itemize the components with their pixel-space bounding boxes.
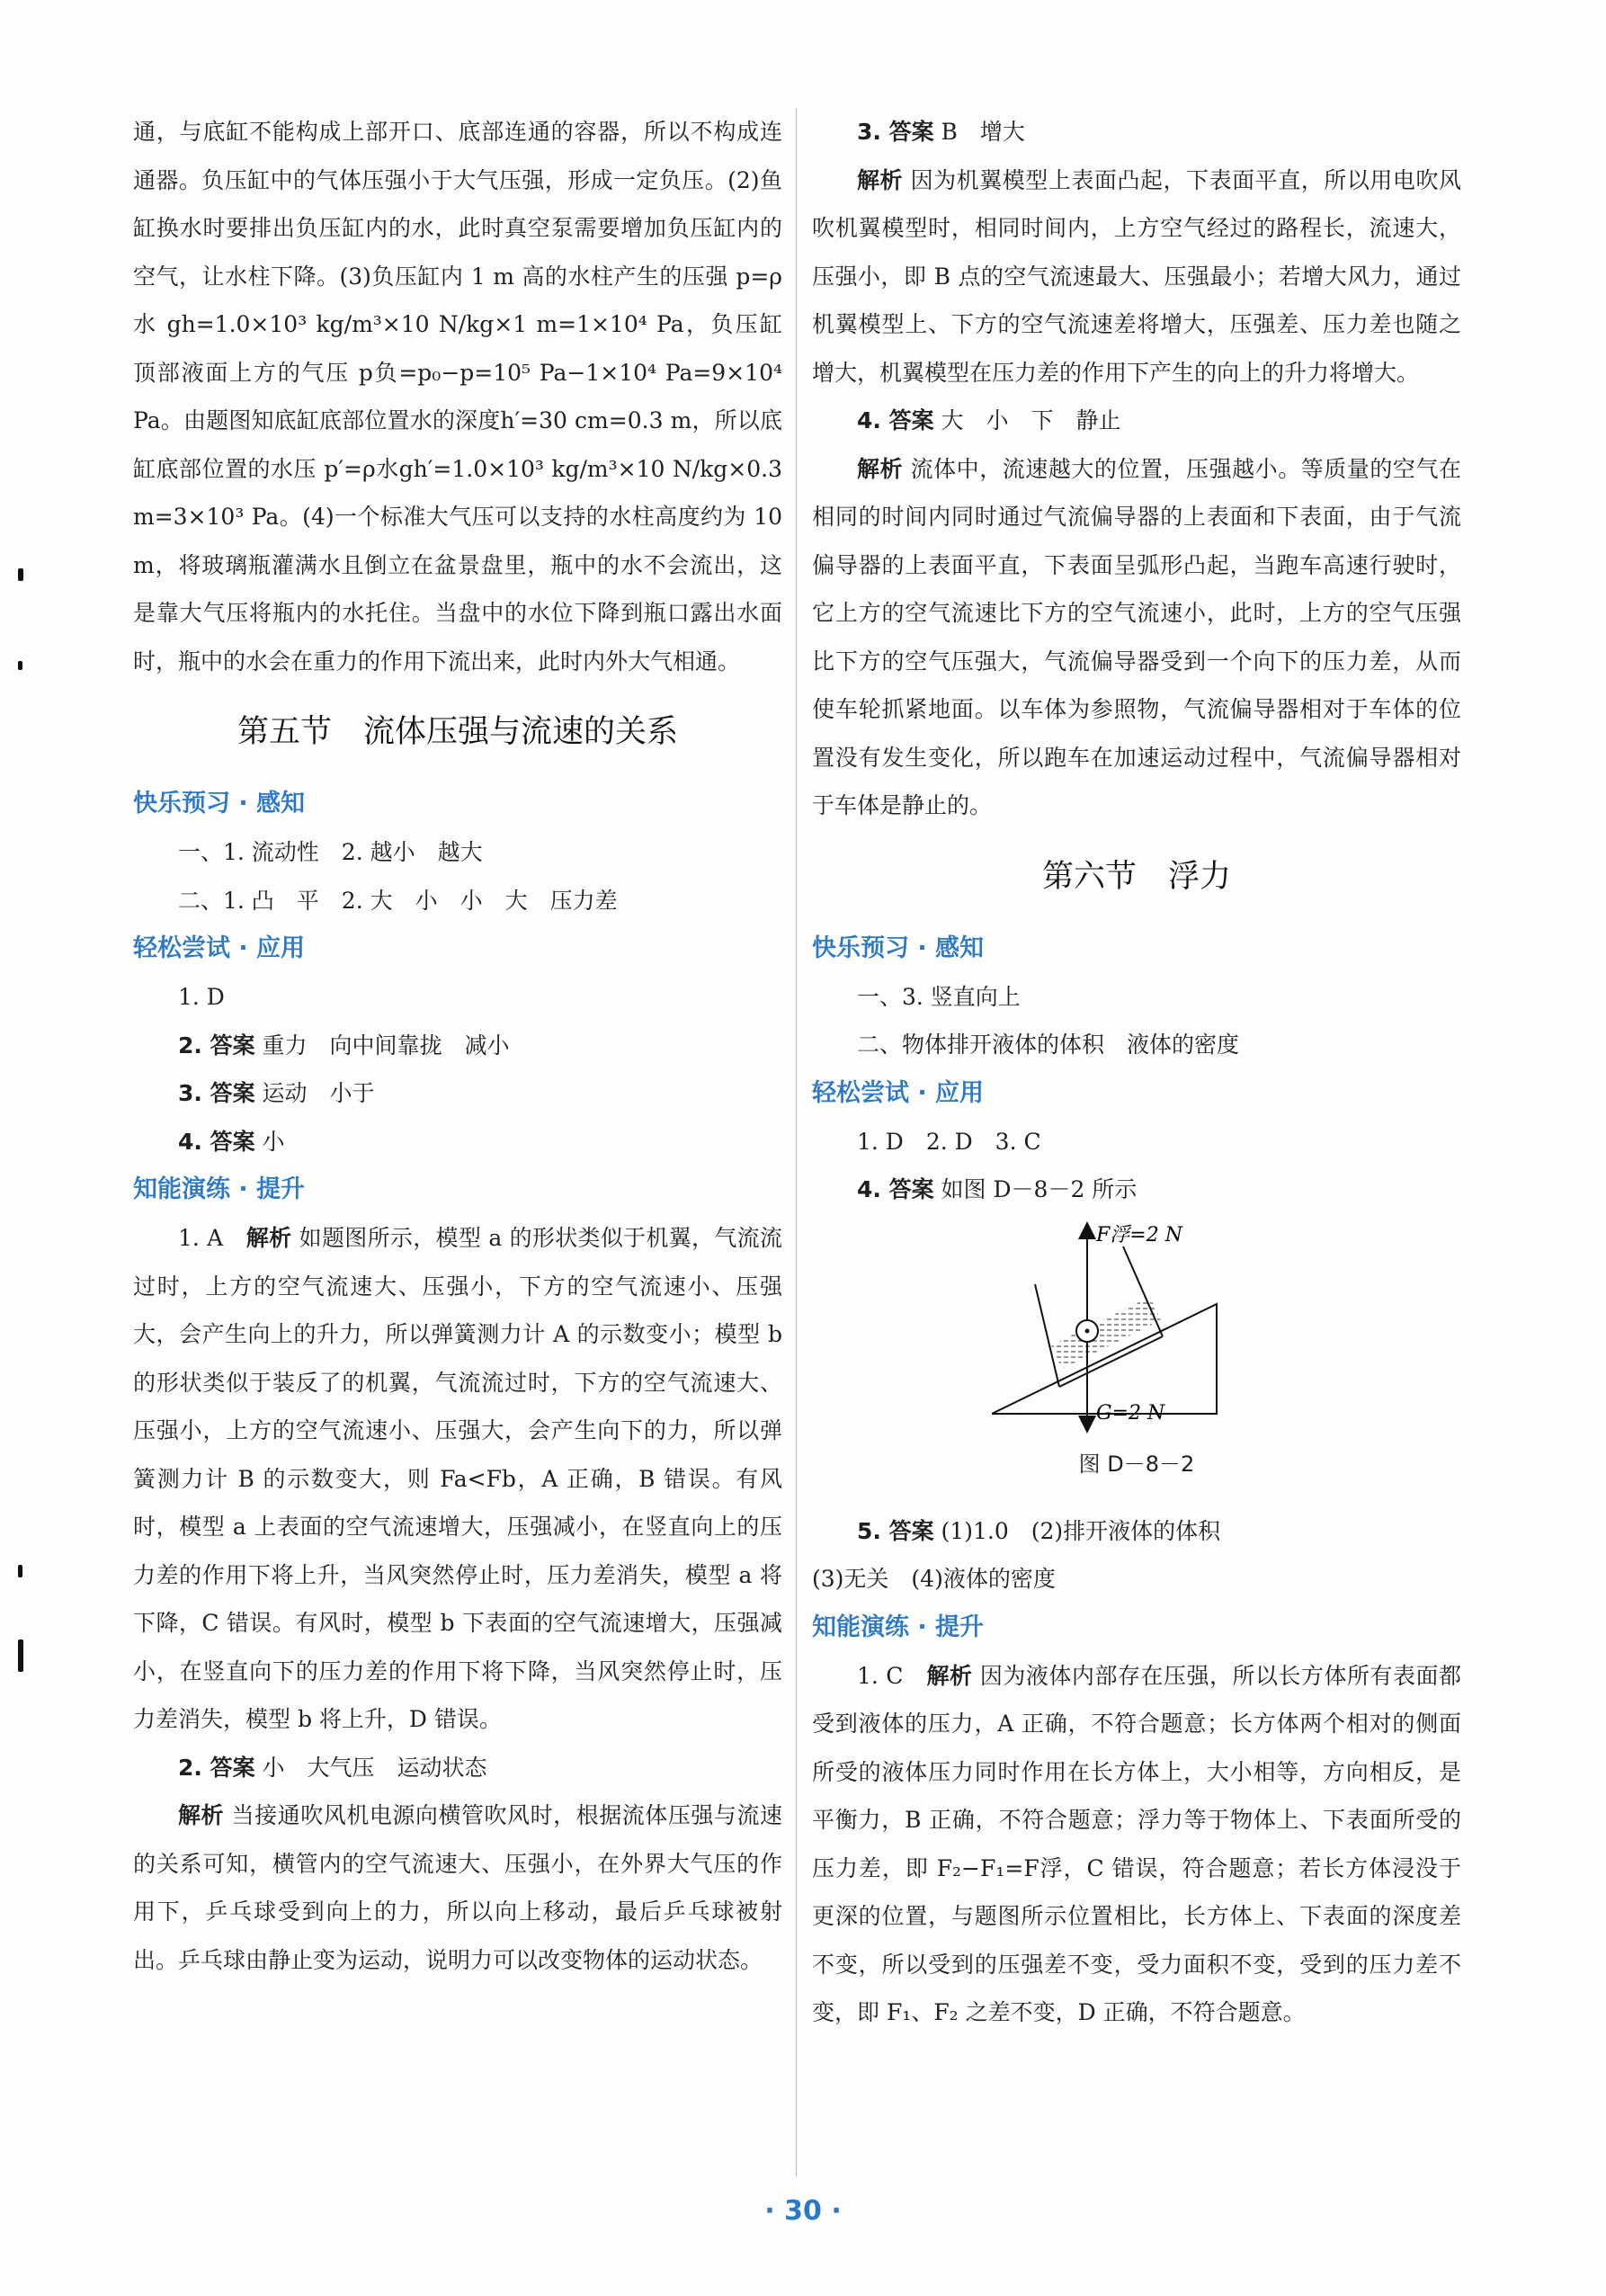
- explanation-paragraph: [133, 1791, 782, 1984]
- answer-line: (3)无关 (4)液体的密度: [812, 1566, 1056, 1592]
- subsection-header: 快乐预习 · 感知: [133, 790, 306, 817]
- figure-caption: 图 D－8－2: [1078, 1451, 1195, 1477]
- answer-line: [812, 1507, 1461, 1556]
- right-column: [812, 108, 1461, 2037]
- subsection-header: 轻松尝试 · 应用: [812, 1078, 985, 1107]
- answer-label: 2. 答案: [178, 1032, 255, 1059]
- answer-text: 如图 D－8－2 所示: [933, 1176, 1138, 1202]
- explanation-paragraph: [812, 445, 1461, 830]
- section-title: 第六节 浮力: [1041, 858, 1231, 895]
- answer-line: 二、物体排开液体的体积 液体的密度: [857, 1032, 1240, 1058]
- answer-line: 二、1. 凸 平 2. 大 小 小 大 压力差: [178, 887, 618, 914]
- buoyancy-label: F浮=2 N: [1096, 1223, 1182, 1246]
- scan-mark: [18, 1565, 22, 1577]
- page-number: · 30 ·: [764, 2195, 842, 2227]
- subsection-header: 轻松尝试 · 应用: [133, 934, 306, 962]
- scan-mark: [18, 1639, 23, 1672]
- ball-center: [1085, 1328, 1090, 1333]
- answer-text: 运动 小于: [254, 1080, 375, 1106]
- answer-line: [133, 1118, 782, 1166]
- explanation-label: 解析: [857, 455, 904, 482]
- answer-label: 4. 答案: [857, 1176, 934, 1202]
- section-title: 第五节 流体压强与流速的关系: [236, 714, 678, 750]
- answer-line: [133, 1744, 782, 1792]
- explanation-text: 流体中，流速越大的位置，压强越小。等质量的空气在相同的时间内同时通过气流偏导器的上表面和下表面，由于气流偏导器的上表面平直，下表面呈弧形凸起，当跑车高速行驶时，它上方的空气流速比下方的空气流速小，此时，上方的空气压强比下方的空气压强大，气流偏导器受到一个向下的压力差，从而使车轮抓紧地面。以车体为参照物，气流偏导器相对于车体的位置没有发生变化，所以跑车在加速运动过程中，气流偏导器相对于车体是静止的。: [812, 455, 1461, 818]
- answer-line: 1. D: [178, 984, 225, 1010]
- subsection-header: 快乐预习 · 感知: [812, 934, 985, 962]
- answer-text: 重力 向中间靠拢 减小: [254, 1032, 510, 1059]
- question-number: 1. A: [178, 1225, 246, 1251]
- explanation-text: 如题图所示，模型 a 的形状类似于机翼，气流流过时，上方的空气流速大、压强小，下方的空气流速小、压强大，会产生向上的升力，所以弹簧测力计 A 的示数变小；模型 b 的形状类似于装反了的机翼，气流流过时，下方的空气流速大、压强小，上方的空气流速小、压强大，会产生向下的力，所以弹簧测力计 B 的示数变大，则 Fa<Fb，A 正确，B 错误。有风时，模型 a 上表面的空气流速增大，压强减小，在竖直向上的压力差的作用下将上升，当风突然停止时，压力差消失，模型 a 将下降，C 错误。有风时，模型 b 下表面的空气流速增大，压强减小，在竖直向下的压力差的作用下将下降，当风突然停止时，压力差消失，模型 b 将上升，D 错误。: [133, 1225, 790, 1732]
- left-column: [133, 108, 790, 1984]
- answer-line: [133, 1022, 782, 1070]
- answer-line: 一、1. 流动性 2. 越小 越大: [178, 839, 483, 865]
- answer-label: 4. 答案: [178, 1128, 255, 1155]
- answer-label: 2. 答案: [178, 1754, 255, 1781]
- explanation-text: 因为机翼模型上表面凸起，下表面平直，所以用电吹风吹机翼模型时，相同时间内，上方空气经过的路程长，流速大，压强小，即 B 点的空气流速最大、压强最小；若增大风力，通过机翼模型上、下方的空气流速差将增大，压强差、压力差也随之增大，机翼模型在压力差的作用下产生的向上的升力将增大。: [812, 166, 1461, 386]
- answer-text: (1)1.0 (2)排开液体的体积: [933, 1517, 1221, 1544]
- answer-label: 3. 答案: [178, 1080, 255, 1106]
- answer-text: B 增大: [933, 119, 1025, 145]
- force-diagram-figure: [812, 1214, 1461, 1439]
- gravity-label: G=2 N: [1096, 1401, 1165, 1425]
- explanation-text: 当接通吹风机电源向横管吹风时，根据流体压强与流速的关系可知，横管内的空气流速大、压强小，在外界大气压的作用下，乒乓球受到向上的力，所以向上移动，最后乒乓球被射出。乒乓球由静止变为运动，说明力可以改变物体的运动状态。: [133, 1802, 782, 1973]
- scan-mark: [18, 568, 23, 581]
- answer-line: [812, 108, 1461, 156]
- explanation-label: 解析: [857, 166, 904, 193]
- answer-text: 小 大气压 运动状态: [254, 1754, 487, 1781]
- explanation-label: 解析: [245, 1225, 292, 1251]
- explanation-paragraph: [812, 1652, 1461, 2037]
- answer-line: [812, 397, 1461, 445]
- answer-label: 3. 答案: [857, 119, 934, 145]
- answer-line: 1. D 2. D 3. C: [857, 1128, 1041, 1155]
- explanation-label: 解析: [178, 1802, 225, 1828]
- answer-text: 小: [254, 1128, 285, 1155]
- column-divider: [796, 108, 797, 2176]
- explanation-paragraph: [812, 156, 1461, 398]
- scan-mark: [18, 661, 22, 670]
- answer-line: [812, 1166, 1461, 1214]
- beaker-wall-left: [1035, 1284, 1059, 1387]
- answer-line: 一、3. 竖直向上: [857, 983, 1021, 1010]
- answer-label: 5. 答案: [857, 1517, 934, 1544]
- explanation-paragraph: [133, 1214, 790, 1744]
- force-diagram: [992, 1214, 1253, 1439]
- subsection-header: 知能演练 · 提升: [133, 1175, 306, 1203]
- subsection-header: 知能演练 · 提升: [812, 1613, 985, 1641]
- answer-text: 大 小 下 静止: [933, 407, 1121, 433]
- answer-line: [133, 1069, 782, 1118]
- answer-label: 4. 答案: [857, 407, 934, 433]
- answer-paragraph: 通，与底缸不能构成上部开口、底部连通的容器，所以不构成连通器。负压缸中的气体压强小于大气压强，形成一定负压。(2)鱼缸换水时要排出负压缸内的水，此时真空泵需要增加负压缸内的空气，让水柱下降。(3)负压缸内 1 m 高的水柱产生的压强 p=ρ水 gh=1.0×10³ kg/m³×10 N/kg×1 m=1×10⁴ Pa，负压缸顶部液面上方的气压 p负=p₀−p=10⁵ Pa−1×10⁴ Pa=9×10⁴ Pa。由题图知底缸底部位置水的深度h′=30 cm=0.3 m，所以底缸底部位置的水压 p′=ρ水gh′=1.0×10³ kg/m³×10 N/kg×0.3 m=3×10³ Pa。(4)一个标准大气压可以支持的水柱高度约为 10 m，将玻璃瓶灌满水且倒立在盆景盘里，瓶中的水不会流出，这是靠大气压将瓶内的水托住。当盘中的水位下降到瓶口露出水面时，瓶中的水会在重力的作用下流出来，此时内外大气相通。: [133, 119, 782, 675]
- explanation-label: 解析: [926, 1662, 973, 1689]
- explanation-text: 因为液体内部存在压强，所以长方体所有表面都受到液体的压力，A 正确，不符合题意；长方体两个相对的侧面所受的液体压力同时作用在长方体上，大小相等，方向相反，是平衡力，B 正确，不符合题意；浮力等于物体上、下表面所受的压力差，即 F₂−F₁=F浮，C 错误，符合题意；若长方体浸没于更深的位置，与题图所示位置相比，长方体上、下表面的深度差不变，所以受到的压强差不变，受力面积不变，受到的压力差不变，即 F₁、F₂ 之差不变，D 正确，不符合题意。: [812, 1662, 1461, 2025]
- question-number: 1. C: [857, 1662, 927, 1689]
